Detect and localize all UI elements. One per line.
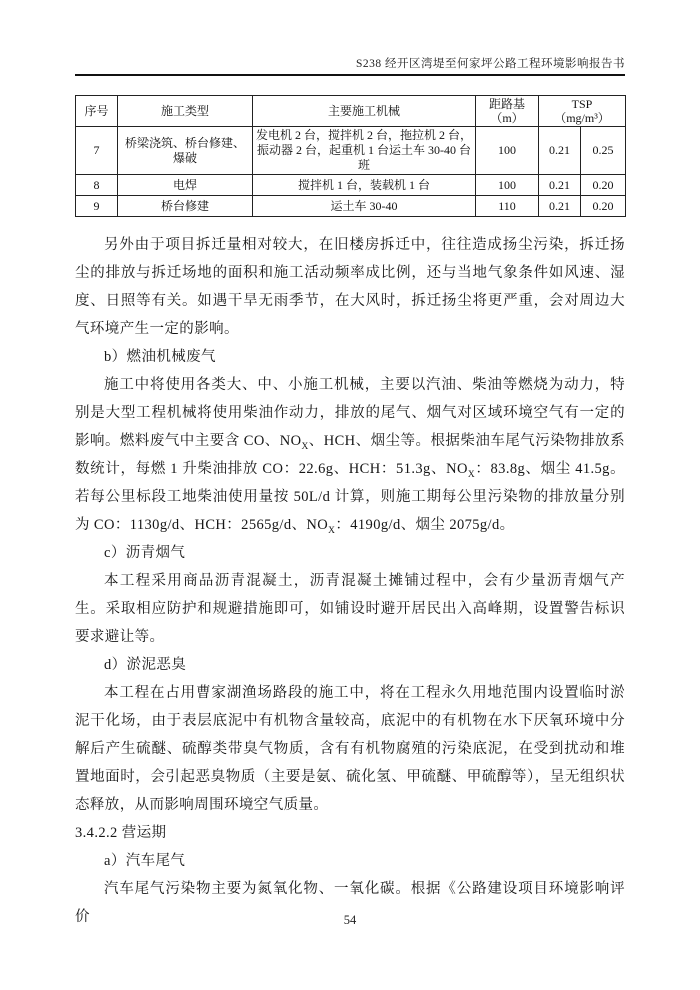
- column-header-distance-line1: 距路基: [488, 97, 525, 111]
- heading-operation-period: 3.4.2.2 营运期: [75, 825, 167, 841]
- cell-type: 电焊: [118, 175, 253, 196]
- paragraph-demolition-dust: 另外由于项目拆迁量相对较大，在旧楼房拆迁中，往往造成扬尘污染，拆迁扬尘的排放与拆迁场地的面积和施工活动频率成比例，还与当地气象条件如风速、湿度、日照等有关。如遇干旱无雨季节，在大风时，拆迁扬尘将更严重，会对周边大气环境产生一定的影响。: [75, 237, 625, 337]
- cell-distance: 100: [476, 175, 539, 196]
- column-header-tsp-line1: TSP: [571, 97, 593, 111]
- cell-tsp1: 0.21: [539, 127, 581, 175]
- cell-tsp1: 0.21: [539, 196, 581, 217]
- cell-type: 桥台修建: [118, 196, 253, 217]
- paragraph-vehicle-exhaust: 汽车尾气污染物主要为氮氧化物、一氧化碳。根据《公路建设项目环境影响评价: [75, 881, 625, 925]
- column-header-no: 序号: [76, 96, 118, 127]
- cell-tsp2: 0.25: [581, 127, 626, 175]
- document-body: [75, 231, 625, 931]
- cell-machinery: 搅拌机 1 台，装载机 1 台: [253, 175, 476, 196]
- heading-fuel-machinery-exhaust: b）燃油机械废气: [104, 349, 216, 365]
- header-rule: [75, 74, 625, 76]
- cell-no: 9: [76, 196, 118, 217]
- cell-no: 8: [76, 175, 118, 196]
- cell-machinery: 运土车 30-40: [253, 196, 476, 217]
- paragraph-asphalt-fume: 本工程采用商品沥青混凝土，沥青混凝土摊铺过程中，会有少量沥青烟气产生。采取相应防护和规避措施即可，如铺设时避开居民出入高峰期，设置警告标识要求避让等。: [75, 573, 625, 645]
- cell-tsp2: 0.20: [581, 175, 626, 196]
- paragraph-fuel-machinery-exhaust: 施工中将使用各类大、中、小施工机械，主要以汽油、柴油等燃烧为动力，特别是大型工程机械将使用柴油作动力，排放的尾气、烟气对区域环境空气有一定的影响。燃料废气中主要含 CO、$NO_X$、HCH、烟尘等。根据柴油车尾气污染物排放系数统计，每燃 1 升柴油排放 CO：22.6g、HCH：51.3g、$NO_X$：83.8g、烟尘 41.5g。若每公里标段工地柴油使用量按 50L/d 计算，则施工期每公里污染物的排放量分别为 CO：1130g/d、HCH：2565g/d、$NO_X$：4190g/d、烟尘 2075g/d。: [75, 377, 625, 536]
- cell-distance: 110: [476, 196, 539, 217]
- cell-distance: 100: [476, 127, 539, 175]
- heading-sludge-odor: d）淤泥恶臭: [104, 657, 187, 673]
- column-header-type: 施工类型: [118, 96, 253, 127]
- report-title-header: S238 经开区湾堤至何家坪公路工程环境影响报告书: [355, 58, 625, 70]
- table-row: [76, 127, 626, 175]
- paragraph-sludge-odor: 本工程在占用曹家湖渔场路段的施工中，将在工程永久用地范围内设置临时淤泥干化场，由于表层底泥中有机物含量较高，底泥中的有机物在水下厌氧环境中分解后产生硫醚、硫醇类带臭气物质，含有有机物腐殖的污染底泥，在受到扰动和堆置地面时，会引起恶臭物质（主要是氨、硫化氢、甲硫醚、甲硫醇等），呈无组织状态释放，从而影响周围环境空气质量。: [75, 685, 625, 813]
- heading-asphalt-fume: c）沥青烟气: [104, 545, 186, 561]
- table-header-row: [76, 96, 626, 127]
- column-header-tsp-line2: （mg/m³）: [554, 111, 610, 125]
- table-row: [76, 175, 626, 196]
- column-header-tsp: [539, 96, 626, 127]
- column-header-machinery: 主要施工机械: [253, 96, 476, 127]
- column-header-distance-line2: （m）: [490, 111, 524, 125]
- table-row: [76, 196, 626, 217]
- page-number: 54: [343, 913, 357, 927]
- construction-machinery-table: [75, 95, 626, 217]
- cell-type: 桥梁浇筑、桥台修建、爆破: [118, 127, 253, 175]
- cell-machinery: 发电机 2 台，搅拌机 2 台，拖拉机 2 台，振动器 2 台，起重机 1 台运土车 30-40 台班: [253, 127, 476, 175]
- cell-tsp2: 0.20: [581, 196, 626, 217]
- cell-no: 7: [76, 127, 118, 175]
- heading-vehicle-exhaust: a）汽车尾气: [104, 853, 186, 869]
- cell-tsp1: 0.21: [539, 175, 581, 196]
- column-header-distance: [476, 96, 539, 127]
